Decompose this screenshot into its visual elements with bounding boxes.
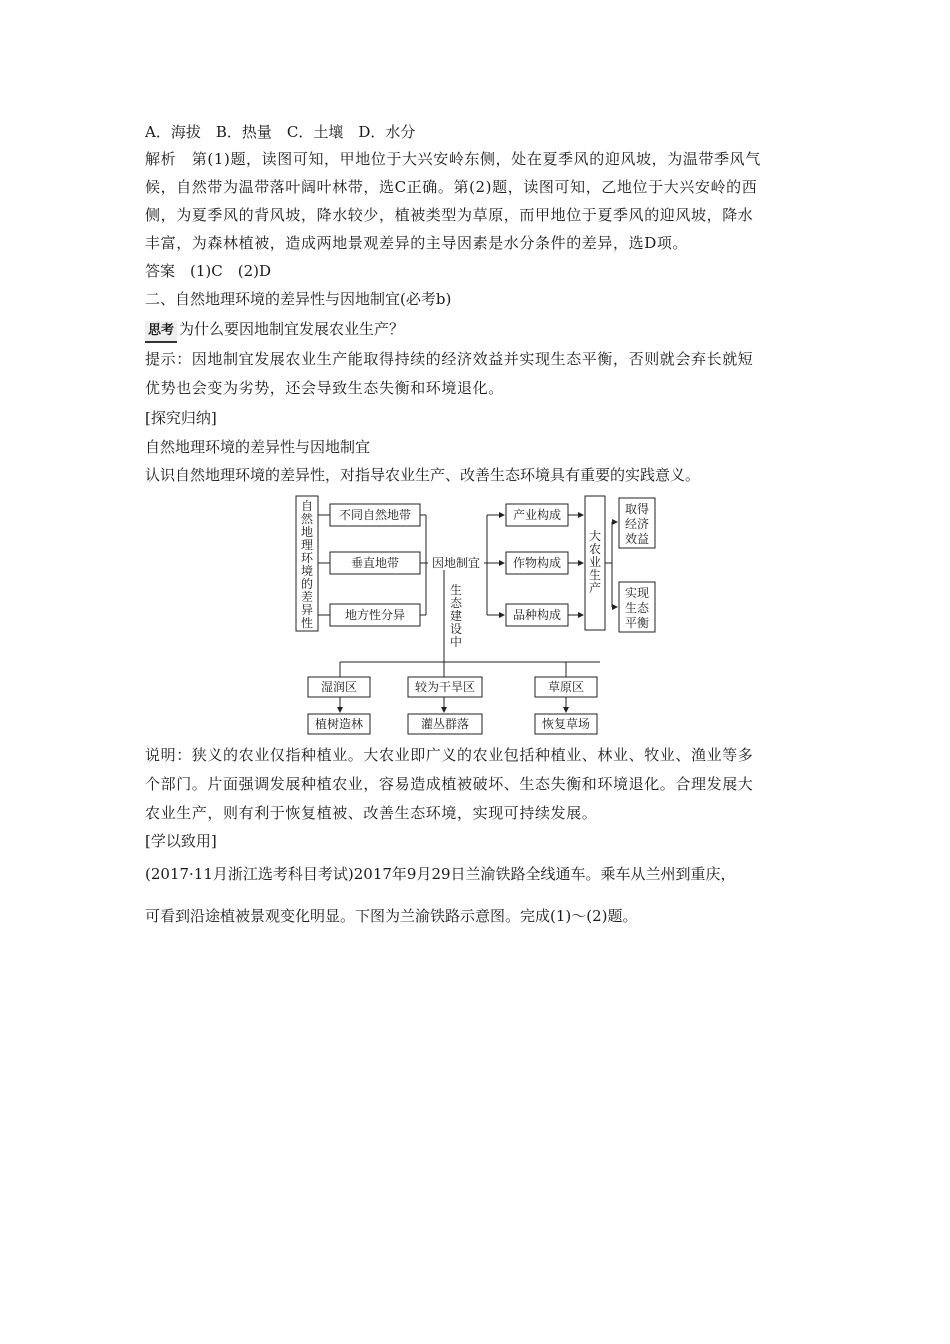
left-label-char: 自	[300, 499, 314, 513]
explanation-line: 说明：狭义的农业仅指种植业。大农业即广义的农业包括种植业、林业、牧业、渔业等多	[145, 746, 754, 764]
left-label-char: 理	[300, 538, 314, 552]
left-label-char: 性	[300, 616, 314, 630]
hint-line: 优势也会变为劣势，还会导致生态失衡和环境退化。	[145, 379, 504, 397]
region-label: 草原区	[547, 680, 585, 694]
agri-label-char: 业	[588, 555, 602, 569]
mid-box-label: 作物构成	[512, 556, 562, 570]
agri-label-char: 农	[588, 542, 602, 556]
explanation-line: 农业生产，则有利于恢复植被、改善生态环境，实现可持续发展。	[145, 804, 598, 822]
analysis-line: 解析 第(1)题，读图可知，甲地位于大兴安岭东侧，处在夏季风的迎风坡，为温带季风气	[145, 150, 761, 168]
question-line: 可看到沿途植被景观变化明显。下图为兰渝铁路示意图。完成(1)～(2)题。	[145, 907, 638, 925]
think-question: 为什么要因地制宜发展农业生产？	[179, 320, 405, 338]
answer-line: 答案 (1)C (2)D	[145, 262, 271, 280]
left-label-char: 地	[300, 525, 314, 539]
result-label: 经济	[624, 517, 650, 531]
analysis-line: 侧，为夏季风的背风坡，降水较少，植被类型为草原，而甲地位于夏季风的迎风坡，降水	[145, 206, 754, 224]
analysis-line: 候，自然带为温带落叶阔叶林带，选C正确。第(2)题，读图可知，乙地位于大兴安岭的西	[145, 178, 758, 196]
options-line: A．海拔 B．热量 C．土壤 D．水分	[145, 123, 416, 141]
eco-label-char: 建	[449, 609, 463, 623]
left-label-char: 境	[300, 564, 314, 578]
mid-box-label: 产业构成	[512, 508, 562, 522]
agriculture-flow-diagram	[290, 492, 670, 742]
result-label: 取得	[624, 502, 650, 516]
hint-line: 提示：因地制宜发展农业生产能取得持续的经济效益并实现生态平衡，否则就会弃长就短	[145, 350, 754, 368]
think-badge: 思考	[145, 321, 177, 343]
left-box-label: 垂直地带	[350, 556, 400, 570]
result-label: 平衡	[624, 616, 650, 630]
question-line: (2017·11月浙江选考科目考试)2017年9月29日兰渝铁路全线通车。乘车从兰州到重庆，	[145, 865, 736, 883]
section-title: 二、自然地理环境的差异性与因地制宜(必考b)	[145, 290, 452, 308]
left-label-char: 差	[300, 590, 314, 604]
measure-label: 恢复草场	[541, 717, 591, 731]
left-box-label: 地方性分异	[344, 608, 406, 622]
eco-label-char: 设	[449, 622, 463, 636]
region-label: 湿润区	[320, 680, 358, 694]
left-box-label: 不同自然地带	[338, 508, 412, 522]
center-label: 因地制宜	[431, 556, 481, 570]
intro-line: 认识自然地理环境的差异性，对指导农业生产、改善生态环境具有重要的实践意义。	[145, 466, 701, 484]
subtitle: 自然地理环境的差异性与因地制宜	[145, 438, 371, 456]
left-label-char: 环	[300, 551, 314, 565]
left-label-char: 异	[300, 603, 314, 617]
measure-label: 灌丛群落	[420, 717, 470, 731]
left-label-char: 然	[300, 512, 314, 526]
measure-label: 植树造林	[314, 717, 364, 731]
eco-label-char: 中	[449, 635, 463, 649]
result-label: 实现	[624, 586, 650, 600]
explanation-line: 个部门。片面强调发展种植农业，容易造成植被破坏、生态失衡和环境退化。合理发展大	[145, 775, 754, 793]
explore-title: [探究归纳]	[145, 409, 217, 427]
agri-label-char: 产	[588, 581, 602, 595]
think-line	[145, 319, 404, 343]
analysis-line: 丰富，为森林植被，造成两地景观差异的主导因素是水分条件的差异，选D项。	[145, 234, 689, 252]
eco-label-char: 态	[449, 596, 463, 610]
mid-box-label: 品种构成	[512, 608, 562, 622]
left-label-char: 的	[300, 577, 314, 591]
agri-label-char: 大	[588, 529, 602, 543]
result-label: 生态	[624, 601, 650, 615]
result-label: 效益	[624, 532, 650, 546]
apply-title: [学以致用]	[145, 832, 217, 850]
agri-label-char: 生	[588, 568, 602, 582]
region-label: 较为干旱区	[414, 680, 476, 694]
eco-label-char: 生	[449, 583, 463, 597]
